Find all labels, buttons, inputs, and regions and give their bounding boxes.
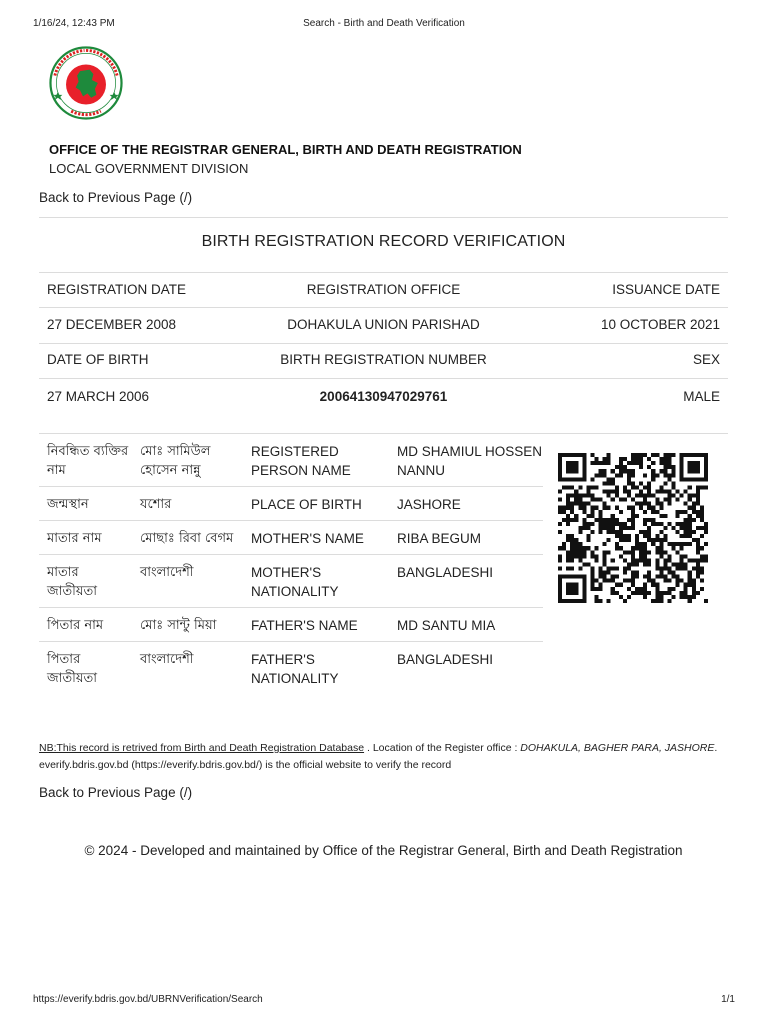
official-website-text: . everify.bdris.gov.bd (https://everify.bdris.gov.bd/) is the official website to verify the record (39, 742, 718, 771)
issuance-date-label: ISSUANCE DATE (612, 282, 720, 297)
print-header (33, 18, 735, 32)
en-label-cell: FATHER'S NATIONALITY (251, 652, 339, 686)
date-of-birth-label: DATE OF BIRTH (47, 352, 149, 367)
en-label-cell: FATHER'S NAME (243, 608, 389, 642)
table-row (39, 642, 543, 695)
database-note (39, 740, 728, 774)
divider (39, 272, 728, 273)
back-to-previous-link[interactable]: Back to Previous Page (/) (39, 190, 193, 205)
birth-registration-number-value: 20064130947029761 (319, 389, 448, 404)
table-row (39, 555, 543, 608)
bn-value-cell: যশোর (132, 487, 243, 521)
copyright-footer: © 2024 - Developed and maintained by Office of the Registrar General, Birth and Death Registration (84, 843, 683, 858)
bn-label-cell: নিবন্ধিত ব্যক্তির নাম (39, 434, 132, 487)
birth-registration-number-label: BIRTH REGISTRATION NUMBER (280, 352, 487, 367)
record-title: BIRTH REGISTRATION RECORD VERIFICATION (201, 233, 566, 250)
bn-label-cell: জন্মস্থান (39, 487, 132, 521)
en-value-cell: BANGLADESHI (389, 555, 543, 608)
en-value-cell: MD SHAMIUL HOSSEN NANNU (389, 434, 543, 487)
bn-label-cell: পিতার জাতীয়তা (47, 652, 98, 686)
bn-label-cell: পিতার নাম (39, 608, 132, 642)
registration-office-value: DOHAKULA UNION PARISHAD (287, 317, 480, 332)
print-page-number: 1/1 (721, 994, 735, 1005)
en-value-cell: BANGLADESHI (397, 652, 494, 667)
print-url: https://everify.bdris.gov.bd/UBRNVerification/Search (33, 994, 263, 1005)
person-details-table (39, 434, 543, 694)
government-seal-icon (49, 46, 123, 120)
bn-value-cell: বাংলাদেশী (140, 652, 194, 667)
bn-value-cell: বাংলাদেশী (132, 555, 243, 608)
qr-code-icon (558, 451, 708, 605)
print-footer (33, 994, 735, 1008)
divider (39, 307, 728, 308)
registration-date-label: REGISTRATION DATE (47, 282, 187, 297)
print-datetime: 1/16/24, 12:43 PM (33, 18, 115, 29)
table-row (39, 487, 543, 521)
date-of-birth-value: 27 MARCH 2006 (47, 389, 150, 404)
divider (39, 217, 728, 218)
table-row (39, 521, 543, 555)
registration-office-label: REGISTRATION OFFICE (306, 282, 461, 297)
en-label-cell: REGISTERED PERSON NAME (243, 434, 389, 487)
table-row (39, 434, 543, 487)
location-prefix: . Location of the Register office : (364, 742, 521, 754)
table-row (39, 608, 543, 642)
en-label-cell: MOTHER'S NAME (243, 521, 389, 555)
sex-label: SEX (692, 352, 720, 367)
register-office-location: DOHAKULA, BAGHER PARA, JASHORE (520, 742, 715, 754)
org-division: LOCAL GOVERNMENT DIVISION (49, 161, 249, 176)
bn-value-cell: মোঃ সামিউল হোসেন নান্নু (132, 434, 243, 487)
bn-label-cell: মাতার নাম (39, 521, 132, 555)
bn-label-cell: মাতার জাতীয়তা (39, 555, 132, 608)
bn-value-cell: মোছাঃ রিবা বেগম (132, 521, 243, 555)
registration-date-value: 27 DECEMBER 2008 (47, 317, 177, 332)
issuance-date-value: 10 OCTOBER 2021 (600, 317, 720, 332)
divider (39, 378, 728, 379)
back-to-previous-link[interactable]: Back to Previous Page (/) (39, 785, 193, 800)
bn-value-cell: মোঃ সান্টু মিয়া (132, 608, 243, 642)
sex-value: MALE (683, 389, 720, 404)
org-name: OFFICE OF THE REGISTRAR GENERAL, BIRTH AND DEATH REGISTRATION (49, 142, 522, 157)
en-value-cell: JASHORE (389, 487, 543, 521)
en-label-cell: PLACE OF BIRTH (243, 487, 389, 521)
en-label-cell: MOTHER'S NATIONALITY (243, 555, 389, 608)
en-value-cell: MD SANTU MIA (389, 608, 543, 642)
database-note-link[interactable]: NB:This record is retrived from Birth and Death Registration Database (39, 742, 365, 754)
divider (39, 343, 728, 344)
print-page-title: Search - Birth and Death Verification (303, 18, 465, 29)
en-value-cell: RIBA BEGUM (389, 521, 543, 555)
